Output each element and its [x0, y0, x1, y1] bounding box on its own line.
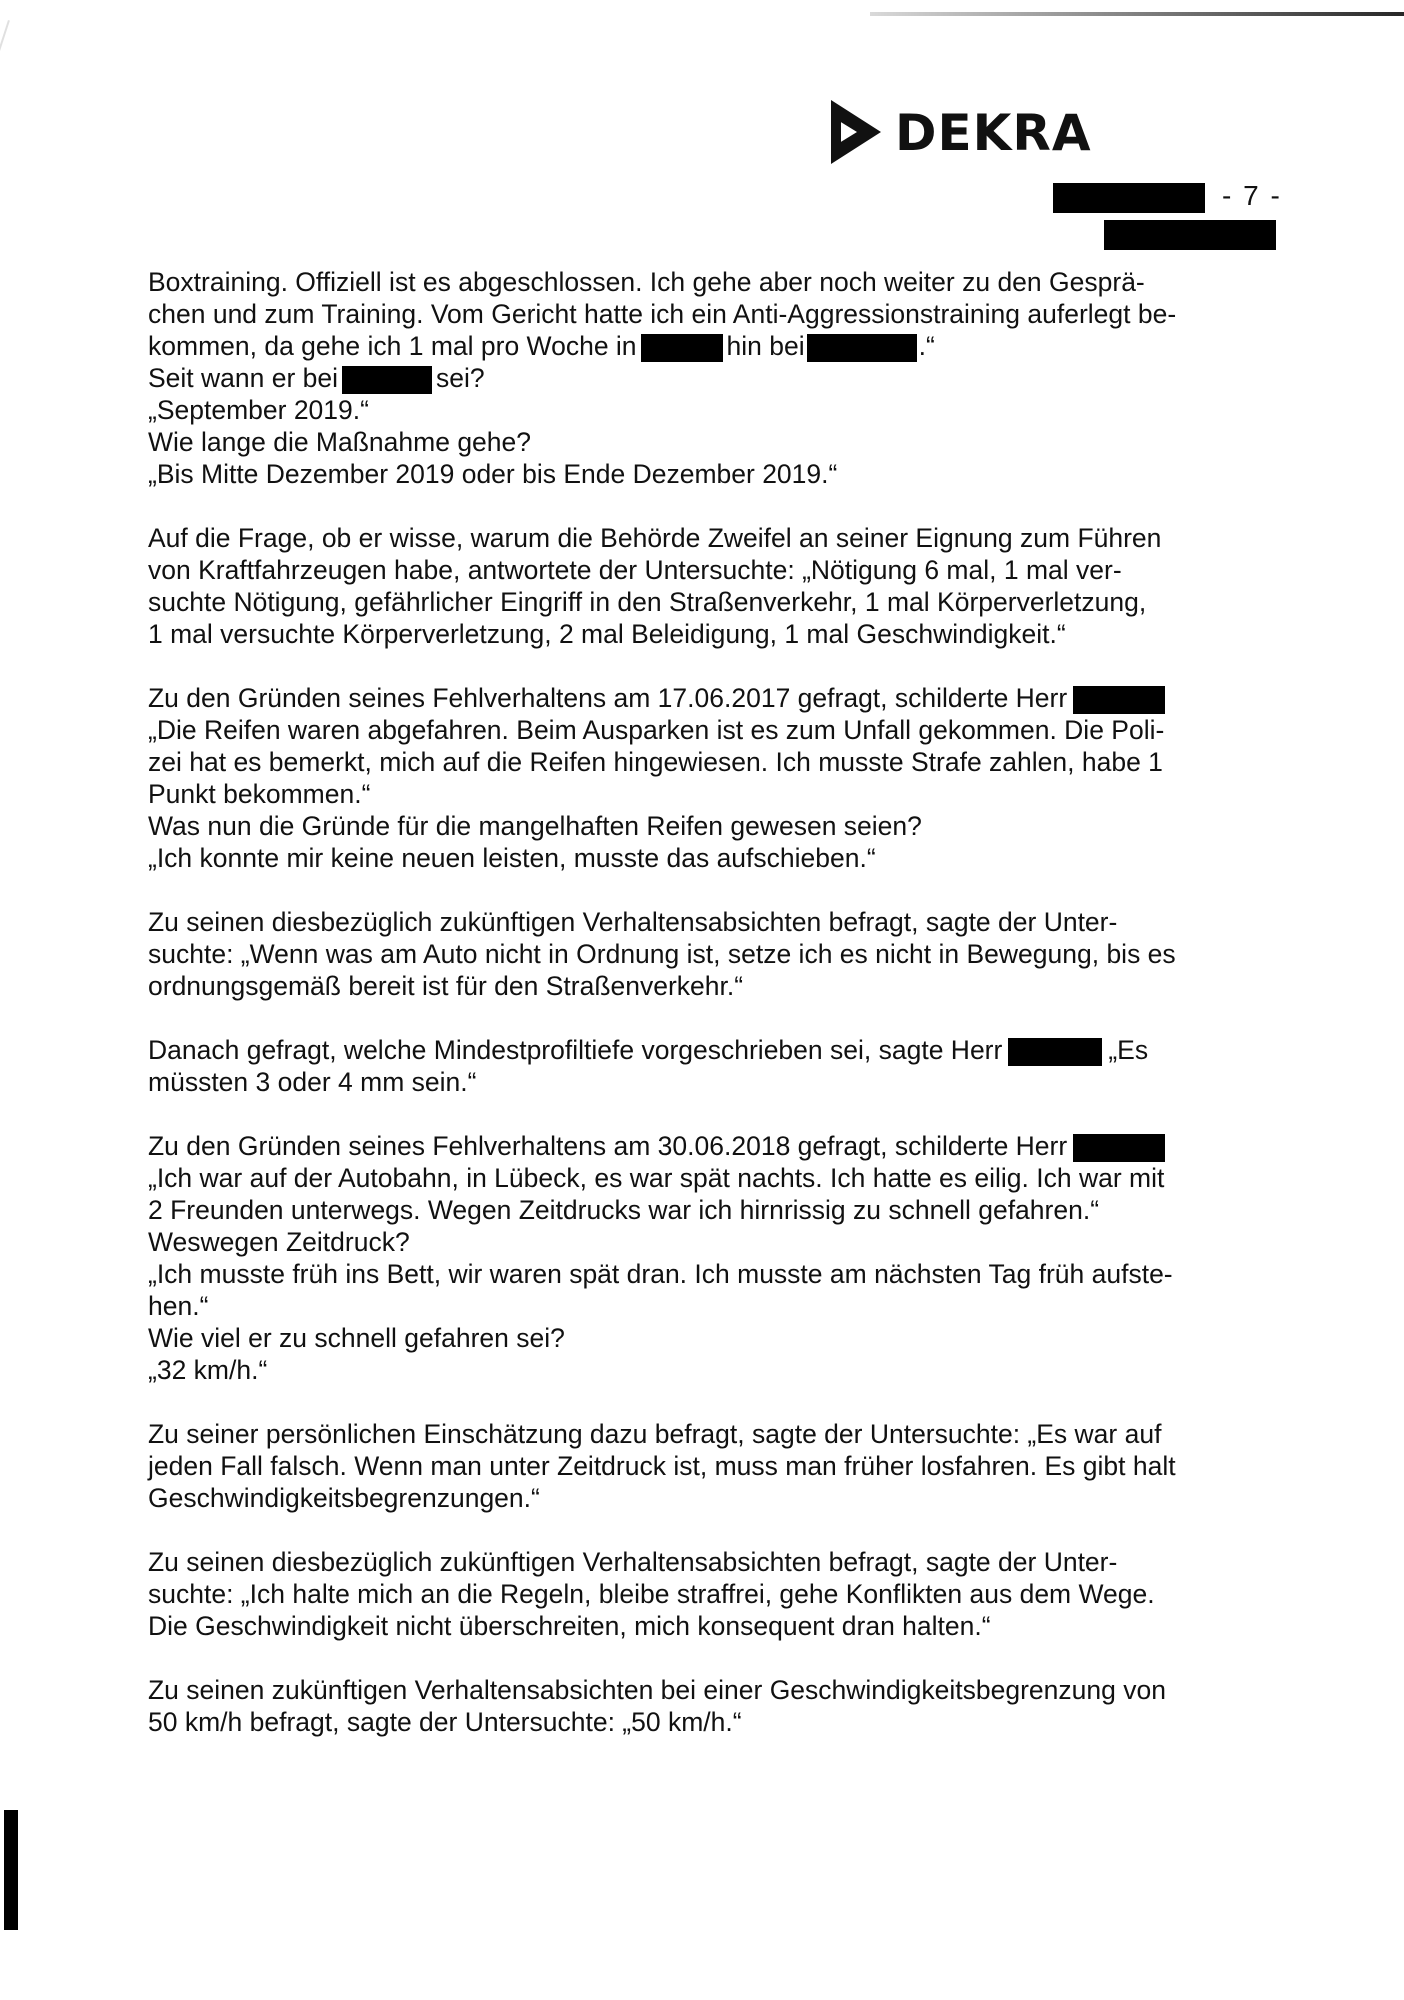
text-line: Wie viel er zu schnell gefahren sei?	[148, 1323, 565, 1353]
text-line: Zu seinen diesbezüglich zukünftigen Verhaltensabsichten befragt, sagte der Unter-	[148, 1547, 1118, 1577]
redaction-bar	[1073, 686, 1165, 714]
scan-edge-line	[870, 12, 1404, 16]
text-fragment: .“	[918, 331, 935, 361]
text-line: Auf die Frage, ob er wisse, warum die Behörde Zweifel an seiner Eignung zum Führen	[148, 523, 1162, 553]
text-line: Die Geschwindigkeit nicht überschreiten, mich konsequent dran halten.“	[148, 1611, 991, 1641]
text-line: Was nun die Gründe für die mangelhaften Reifen gewesen seien?	[148, 811, 922, 841]
text-fragment: sei?	[436, 363, 485, 393]
text-line	[148, 330, 1278, 362]
text-fragment: Zu den Gründen seines Fehlverhaltens am 30.06.2018 gefragt, schilderte Herr	[148, 1131, 1068, 1161]
text-line: zei hat es bemerkt, mich auf die Reifen hingewiesen. Ich musste Strafe zahlen, habe 1	[148, 747, 1163, 777]
redaction-bar	[641, 334, 723, 362]
text-line: müssten 3 oder 4 mm sein.“	[148, 1067, 477, 1097]
text-line: „Ich war auf der Autobahn, in Lübeck, es war spät nachts. Ich hatte es eilig. Ich war mit	[148, 1163, 1165, 1193]
text-fragment: Zu den Gründen seines Fehlverhaltens am 17.06.2017 gefragt, schilderte Herr	[148, 683, 1068, 713]
text-line	[148, 362, 1278, 394]
paragraph	[148, 1418, 1278, 1514]
text-line: „September 2019.“	[148, 395, 369, 425]
logo-text: DEKRA	[895, 104, 1092, 162]
paragraph	[148, 1674, 1278, 1738]
paragraph	[148, 1034, 1278, 1098]
text-line: Punkt bekommen.“	[148, 779, 371, 809]
redaction-bar	[1104, 220, 1276, 250]
text-line	[148, 1034, 1278, 1066]
text-line: „Ich musste früh ins Bett, wir waren spät dran. Ich musste am nächsten Tag früh aufste-	[148, 1259, 1173, 1289]
paragraph	[148, 266, 1278, 490]
text-line: suchte Nötigung, gefährlicher Eingriff in den Straßenverkehr, 1 mal Körperverletzung,	[148, 587, 1147, 617]
paragraph	[148, 522, 1278, 650]
redaction-bar	[1008, 1038, 1102, 1066]
text-line	[148, 682, 1278, 714]
text-line: Boxtraining. Offiziell ist es abgeschlossen. Ich gehe aber noch weiter zu den Gesprä-	[148, 267, 1145, 297]
text-fragment: kommen, da gehe ich 1 mal pro Woche in	[148, 331, 637, 361]
paragraph	[148, 1130, 1278, 1386]
paragraph	[148, 906, 1278, 1002]
text-line: „Bis Mitte Dezember 2019 oder bis Ende Dezember 2019.“	[148, 459, 838, 489]
text-line: „32 km/h.“	[148, 1355, 268, 1385]
text-line: hen.“	[148, 1291, 209, 1321]
dekra-logo-icon	[825, 98, 883, 168]
redaction-bar	[807, 334, 917, 362]
redaction-bar	[342, 366, 432, 394]
scan-fold-mark	[0, 20, 10, 353]
text-line: Zu seinen diesbezüglich zukünftigen Verhaltensabsichten befragt, sagte der Unter-	[148, 907, 1118, 937]
text-line	[148, 1130, 1278, 1162]
text-line: jeden Fall falsch. Wenn man unter Zeitdruck ist, muss man früher losfahren. Es gibt halt	[148, 1451, 1176, 1481]
text-line: 2 Freunden unterwegs. Wegen Zeitdrucks war ich hirnrissig zu schnell gefahren.“	[148, 1195, 1100, 1225]
text-fragment: „Es	[1108, 1035, 1149, 1065]
text-line: von Kraftfahrzeugen habe, antwortete der Untersuchte: „Nötigung 6 mal, 1 mal ver-	[148, 555, 1122, 585]
redaction-bar	[1053, 183, 1205, 213]
paragraph	[148, 682, 1278, 874]
text-line: chen und zum Training. Vom Gericht hatte ich ein Anti-Aggressionstraining auferlegt be-	[148, 299, 1177, 329]
text-line: suchte: „Ich halte mich an die Regeln, bleibe straffrei, gehe Konflikten aus dem Wege.	[148, 1579, 1155, 1609]
paragraph	[148, 1546, 1278, 1642]
text-fragment: hin bei	[726, 331, 805, 361]
dekra-logo	[825, 98, 1092, 168]
text-line: 50 km/h befragt, sagte der Untersuchte: „50 km/h.“	[148, 1707, 742, 1737]
text-line: suchte: „Wenn was am Auto nicht in Ordnung ist, setze ich es nicht in Bewegung, bis es	[148, 939, 1176, 969]
text-line: „Ich konnte mir keine neuen leisten, musste das aufschieben.“	[148, 843, 876, 873]
text-line: Wie lange die Maßnahme gehe?	[148, 427, 532, 457]
page-number: - 7 -	[1222, 180, 1282, 211]
document-body	[148, 266, 1278, 1770]
text-line: Zu seiner persönlichen Einschätzung dazu befragt, sagte der Untersuchte: „Es war auf	[148, 1419, 1162, 1449]
text-fragment: Danach gefragt, welche Mindestprofiltiefe vorgeschrieben sei, sagte Herr	[148, 1035, 1003, 1065]
text-line: ordnungsgemäß bereit ist für den Straßenverkehr.“	[148, 971, 744, 1001]
redaction-bar	[1073, 1134, 1165, 1162]
text-line: Zu seinen zukünftigen Verhaltensabsichten bei einer Geschwindigkeitsbegrenzung von	[148, 1675, 1166, 1705]
text-fragment: Seit wann er bei	[148, 363, 339, 393]
text-line: Weswegen Zeitdruck?	[148, 1227, 410, 1257]
text-line: Geschwindigkeitsbegrenzungen.“	[148, 1483, 540, 1513]
text-line: 1 mal versuchte Körperverletzung, 2 mal Beleidigung, 1 mal Geschwindigkeit.“	[148, 619, 1066, 649]
scan-edge-bar	[4, 1810, 18, 1930]
text-line: „Die Reifen waren abgefahren. Beim Ausparken ist es zum Unfall gekommen. Die Poli-	[148, 715, 1165, 745]
